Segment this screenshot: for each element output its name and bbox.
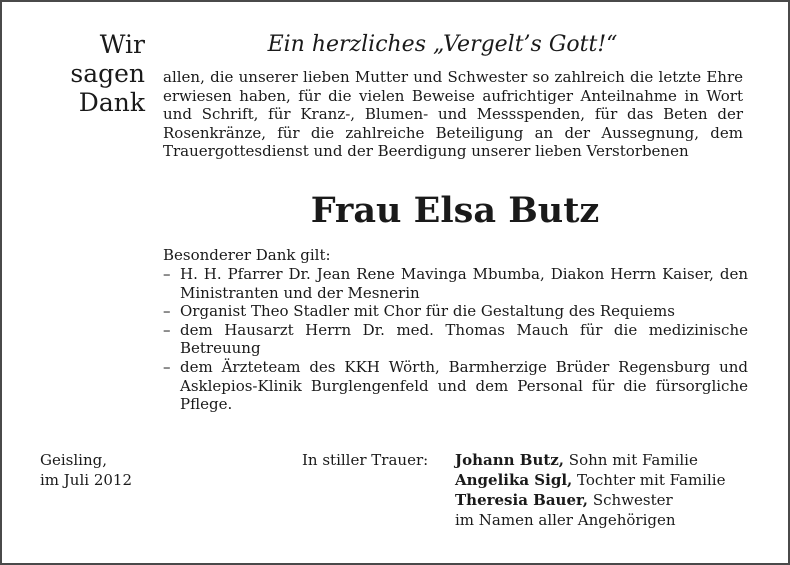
mourner-row (455, 490, 725, 510)
list-item: – Organist Theo Stadler mit Chor für die Gestaltung des Requiems (163, 302, 675, 321)
notice-heading: Ein herzliches „Vergelt’s Gott!“ (267, 32, 618, 57)
mourner-row (455, 470, 725, 490)
mourner-name: Angelika Sigl, (455, 471, 573, 489)
heading-word-wir: Wir (99, 30, 145, 59)
special-thanks-title: Besonderer Dank gilt: (163, 246, 331, 264)
mourning-label: In stiller Trauer: (302, 451, 429, 469)
heading-word-sagen: sagen (70, 59, 145, 88)
list-item: – dem Ärzteteam des KKH Wörth, Barmherzige Brüder Regensburg und Asklepios-Klinik Burglengenfeld und dem Personal für die fürsorgliche Pflege. (163, 357, 748, 414)
mourners-list (455, 450, 725, 530)
date: im Juli 2012 (40, 471, 132, 489)
heading-word-dank: Dank (78, 88, 145, 117)
list-item-text: dem Hausarzt Herrn Dr. med. Thomas Mauch für die medizinische Betreuung (180, 320, 748, 358)
mourner-name: Theresia Bauer, (455, 491, 589, 509)
thanks-left-heading (40, 30, 145, 117)
mourner-row (455, 450, 725, 470)
special-thanks-list (163, 265, 748, 414)
mourner-relation: Schwester (592, 491, 673, 509)
list-item: – dem Hausarzt Herrn Dr. med. Thomas Mauch für die medizinische Betreuung (163, 320, 748, 358)
intro-paragraph: allen, die unserer lieben Mutter und Schwester so zahlreich die letzte Ehre erwiesen haben, für die vielen Beweise aufrichtiger Anteilnahme in Wort und Schrift, für Kranz-, Blumen- und Messspenden, für das Beten der Rosenkränze, für die zahlreiche Beteiligung an der Aussegnung, dem Trauergottesdienst und der Beerdigung unserer lieben Verstorbenen (163, 68, 743, 161)
mourner-relation: Tochter mit Familie (577, 471, 726, 489)
list-item: – H. H. Pfarrer Dr. Jean Rene Mavinga Mbumba, Diakon Herrn Kaiser, den Ministranten und der Mesnerin (163, 265, 748, 302)
list-item-text: dem Ärzteteam des KKH Wörth, Barmherzige Brüder Regensburg und Asklepios-Klinik Burglengenfeld und dem Personal für die fürsorgliche Pflege. (180, 357, 748, 414)
closing-line: im Namen aller Angehörigen (455, 511, 676, 529)
mourner-name: Johann Butz, (455, 451, 565, 469)
list-item-text: Organist Theo Stadler mit Chor für die Gestaltung des Requiems (180, 302, 675, 321)
mourner-relation: Sohn mit Familie (568, 451, 698, 469)
deceased-name: Frau Elsa Butz (310, 190, 600, 231)
place: Geisling, (40, 451, 107, 469)
list-item-text: H. H. Pfarrer Dr. Jean Rene Mavinga Mbumba, Diakon Herrn Kaiser, den Ministranten und der Mesnerin (180, 265, 748, 302)
place-and-date (40, 450, 132, 490)
